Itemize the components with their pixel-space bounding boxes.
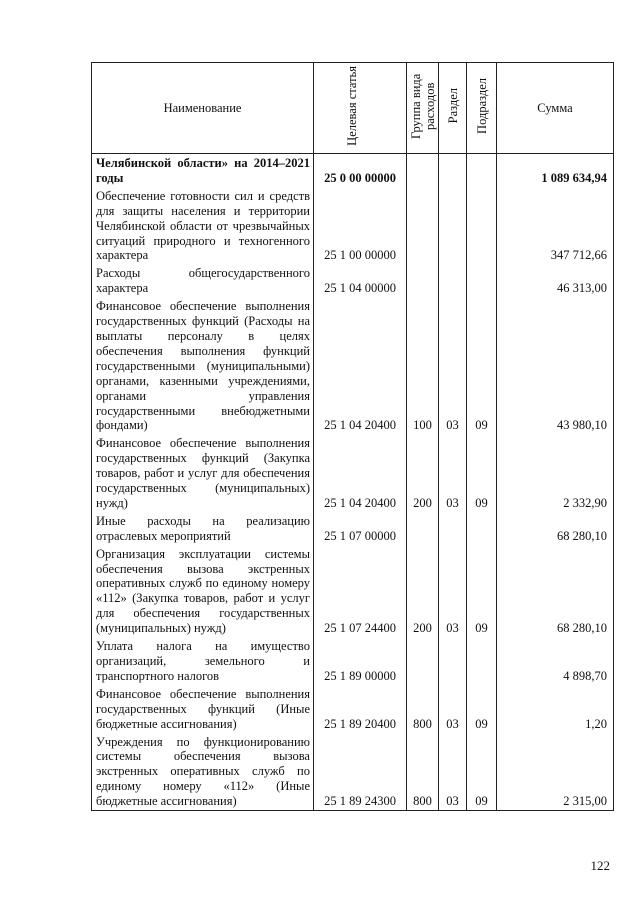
budget-table [91, 62, 614, 811]
header-section: Раздел [439, 63, 467, 154]
cell-group: 200 [407, 545, 439, 637]
cell-group [407, 187, 439, 265]
cell-sum: 2 315,00 [497, 733, 614, 811]
cell-group: 100 [407, 297, 439, 434]
header-sum: Сумма [497, 63, 614, 154]
cell-group [407, 264, 439, 297]
cell-sum: 1 089 634,94 [497, 154, 614, 187]
cell-section: 03 [439, 297, 467, 434]
header-name: Наименование [92, 63, 314, 154]
table-row [92, 434, 614, 512]
cell-name: Расходы общегосударственного характера [92, 264, 314, 297]
cell-subsection [467, 264, 497, 297]
cell-name: Организация эксплуатации системы обеспечения вызова экстренных оперативных служб по единому номеру «112» (Закупка товаров, работ и услуг для обеспечения государственных (муниципальных) нужд) [92, 545, 314, 637]
cell-subsection: 09 [467, 297, 497, 434]
cell-target: 25 1 00 00000 [314, 187, 407, 265]
page-number: 122 [590, 858, 610, 873]
table-row [92, 733, 614, 811]
cell-subsection: 09 [467, 685, 497, 733]
cell-subsection [467, 637, 497, 685]
cell-sum: 2 332,90 [497, 434, 614, 512]
cell-section: 03 [439, 733, 467, 811]
cell-subsection: 09 [467, 434, 497, 512]
cell-subsection: 09 [467, 545, 497, 637]
cell-section [439, 264, 467, 297]
cell-section [439, 154, 467, 187]
cell-sum: 68 280,10 [497, 512, 614, 545]
cell-group: 800 [407, 685, 439, 733]
cell-group [407, 637, 439, 685]
cell-section [439, 637, 467, 685]
cell-sum: 1,20 [497, 685, 614, 733]
cell-target: 25 1 07 00000 [314, 512, 407, 545]
cell-section [439, 187, 467, 265]
table-row [92, 637, 614, 685]
cell-target: 25 0 00 00000 [314, 154, 407, 187]
header-target: Целевая статья [314, 63, 407, 154]
cell-section: 03 [439, 545, 467, 637]
header-group: Группа вида расходов [407, 63, 439, 154]
cell-name: Учреждения по функционированию системы обеспечения вызова экстренных оперативных служб по единому номеру «112» (Иные бюджетные ассигнования) [92, 733, 314, 811]
cell-name: Финансовое обеспечение выполнения государственных функций (Закупка товаров, работ и услуг для обеспечения государственных (муниципальных) нужд) [92, 434, 314, 512]
table-row [92, 297, 614, 434]
cell-group: 200 [407, 434, 439, 512]
cell-subsection [467, 154, 497, 187]
cell-name: Челябинской области» на 2014–2021 годы [92, 154, 314, 187]
cell-subsection [467, 187, 497, 265]
cell-name: Финансовое обеспечение выполнения государственных функций (Иные бюджетные ассигнования) [92, 685, 314, 733]
table-header-row [92, 63, 614, 154]
cell-subsection [467, 512, 497, 545]
cell-sum: 68 280,10 [497, 545, 614, 637]
cell-target: 25 1 04 00000 [314, 264, 407, 297]
cell-sum: 46 313,00 [497, 264, 614, 297]
table-row [92, 685, 614, 733]
cell-name: Обеспечение готовности сил и средств для защиты населения и территории Челябинской области от чрезвычайных ситуаций природного и техногенного характера [92, 187, 314, 265]
cell-sum: 347 712,66 [497, 187, 614, 265]
cell-name: Финансовое обеспечение выполнения государственных функций (Расходы на выплаты персоналу в целях обеспечения выполнения функций государственными (муниципальными) органами, казенными учреждениями, органами управления государственными внебюджетными фондами) [92, 297, 314, 434]
cell-name: Уплата налога на имущество организаций, земельного и транспортного налогов [92, 637, 314, 685]
cell-sum: 4 898,70 [497, 637, 614, 685]
cell-subsection: 09 [467, 733, 497, 811]
cell-sum: 43 980,10 [497, 297, 614, 434]
table-row [92, 264, 614, 297]
cell-group [407, 154, 439, 187]
cell-section: 03 [439, 434, 467, 512]
cell-target: 25 1 04 20400 [314, 434, 407, 512]
header-subsection: Подраздел [467, 63, 497, 154]
cell-name: Иные расходы на реализацию отраслевых мероприятий [92, 512, 314, 545]
cell-target: 25 1 89 00000 [314, 637, 407, 685]
cell-target: 25 1 89 20400 [314, 685, 407, 733]
table-row [92, 187, 614, 265]
cell-section: 03 [439, 685, 467, 733]
cell-target: 25 1 89 24300 [314, 733, 407, 811]
table-row [92, 545, 614, 637]
cell-target: 25 1 07 24400 [314, 545, 407, 637]
cell-section [439, 512, 467, 545]
table-row [92, 154, 614, 187]
table-row [92, 512, 614, 545]
budget-table-sheet [91, 62, 613, 847]
cell-group [407, 512, 439, 545]
cell-target: 25 1 04 20400 [314, 297, 407, 434]
cell-group: 800 [407, 733, 439, 811]
